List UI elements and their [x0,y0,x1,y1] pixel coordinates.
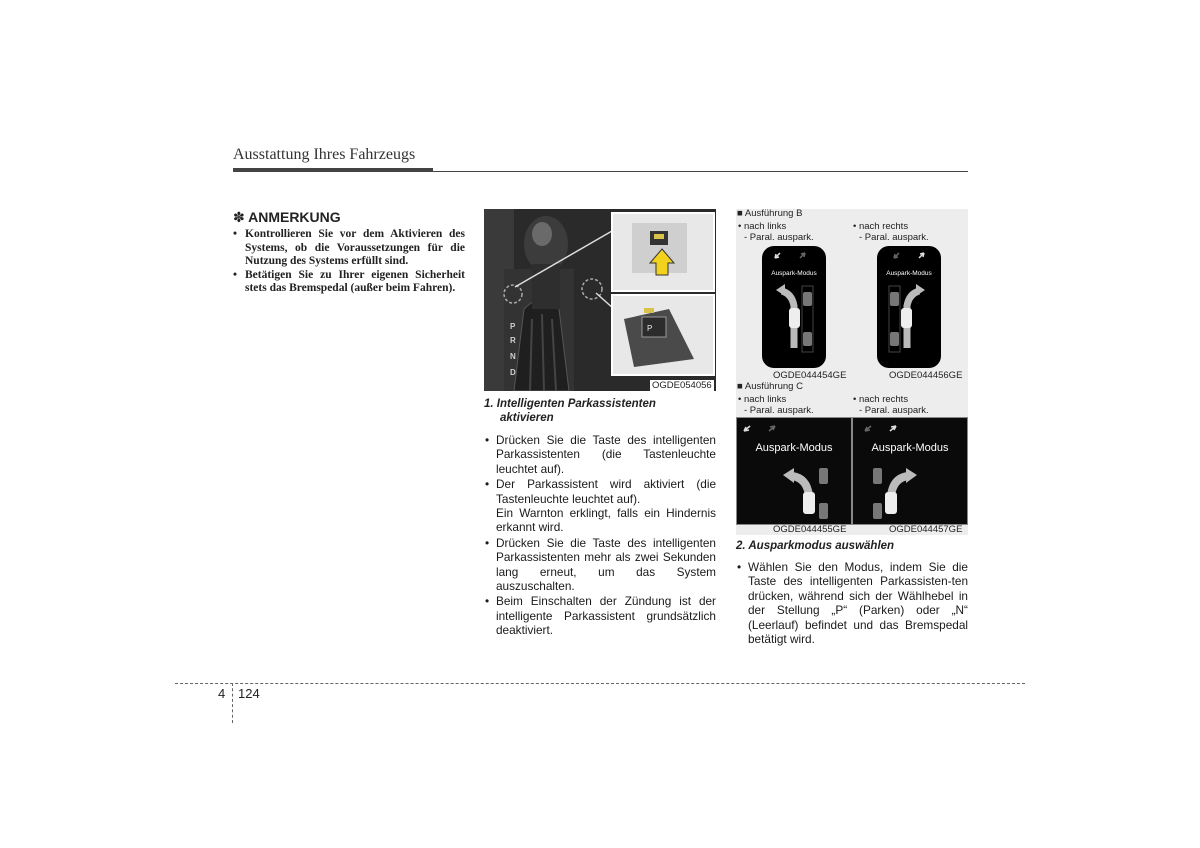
variant-c-right-sub: - Paral. auspark. [859,405,929,416]
exit-right-diagram [853,418,967,524]
gear-letter-n: N [510,352,516,361]
step1-item-text: Drücken Sie die Taste des intelligenten Parkassistenten mehr als zwei Sekunden lang erneut, um das System auszuschalten. [496,535,716,594]
gear-letter-p: P [510,322,516,331]
step1-item [484,536,716,594]
gear-letter-d: D [510,368,516,377]
screen-title: Auspark-Modus [755,442,833,454]
footer-divider [232,683,233,723]
step1-item-text: Drücken Sie die Taste des intelligenten Parkassistenten (die Tastenleuchte leuchtet auf). [496,433,716,476]
exit-left-diagram [737,418,851,524]
variant-c-left-sub: - Paral. auspark. [744,405,814,416]
exit-right-diagram [877,246,941,368]
header-rule [233,171,968,172]
footer-rule [175,683,1025,684]
step2-item: • Wählen Sie den Modus, indem Sie die Taste des intelligenten Parkassisten-ten drücken, während sich der Wählhebel in der Stellung „P“ (Parken) oder „N“ (Leerlauf) befindet und das Bremspedal betätigt wird. [736,560,968,646]
step1-item-continuation: Ein Warnton erklingt, falls ein Hindernis erkannt wird. [496,506,716,535]
step1-heading [484,397,716,425]
step1-item-text: Der Parkassistent wird aktiviert (die Tastenleuchte leuchtet auf). [496,477,716,506]
figure-code: OGDE044455GE [773,524,847,535]
variant-b-label: ■ Ausführung B [737,208,803,219]
display-screen-left [762,246,826,368]
page-number: 124 [238,686,260,701]
variant-c-right-direction: • nach rechts [853,394,909,405]
display-screen-right [877,246,941,368]
display-screen-left [736,417,852,525]
section-title: Ausstattung Ihres Fahrzeugs [233,146,416,163]
figure-code: OGDE044457GE [889,524,963,535]
variant-b-left-sub: - Paral. auspark. [744,232,814,243]
variant-b-right-sub: - Paral. auspark. [859,232,929,243]
photo-figure-code: OGDE054056 [652,380,712,391]
display-screen-right [852,417,968,525]
note-list [233,228,465,296]
figure-code: OGDE044456GE [889,370,963,381]
step2-heading: 2. Ausparkmodus auswählen [736,540,895,552]
note-item: • Betätigen Sie zu Ihrer eigenen Sicherheit stets das Bremspedal (außer beim Fahren). [233,269,465,296]
screen-title: Auspark-Modus [871,442,949,454]
step1-item-text: Beim Einschalten der Zündung ist der intelligente Parkassistent grundsätzlich deaktiviert. [496,594,716,638]
step1-item [484,433,716,476]
variant-b-right-direction: • nach rechts [853,221,909,232]
chapter-number: 4 [218,686,226,701]
variant-c-left-direction: • nach links [738,394,787,405]
exit-left-diagram [762,246,826,368]
screen-title: Auspark-Modus [886,270,932,277]
gear-letter-r: R [510,336,516,345]
step1-heading-line2: aktivieren [500,412,554,424]
park-assist-button-label: P [647,324,653,333]
figure-code: OGDE044454GE [773,370,847,381]
gear-console-photo [484,209,716,391]
gear-console-illustration [484,209,716,391]
variant-c-label: ■ Ausführung C [737,381,803,392]
step1-list [484,433,716,639]
step1-heading-line1: 1. Intelligenten Parkassistenten [484,398,656,410]
step1-item [484,594,716,637]
screen-title: Auspark-Modus [771,270,817,277]
note-heading: ✽ ANMERKUNG [233,209,341,225]
variant-b-left-direction: • nach links [738,221,787,232]
note-item: • Kontrollieren Sie vor dem Aktivieren des Systems, ob die Voraussetzungen für die Nutzung des Systems erfüllt sind. [233,228,465,269]
step1-item [484,477,716,535]
step2-list [736,560,968,646]
